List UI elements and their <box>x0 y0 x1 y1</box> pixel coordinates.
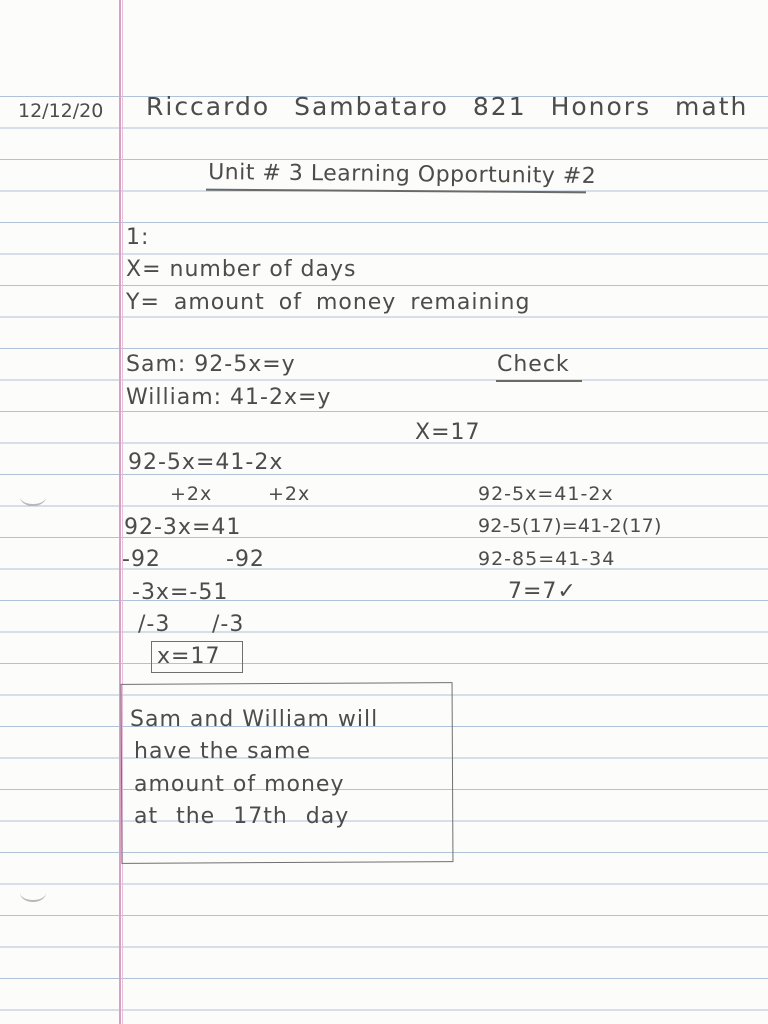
check-line-1: 92-5x=41-2x <box>478 483 614 505</box>
solution-step-2-left: +2x <box>170 483 213 505</box>
conclusion-line-4: at the 17th day <box>134 804 350 829</box>
check-line-3: 92-85=41-34 <box>478 548 616 570</box>
solution-step-4-left: -92 <box>122 547 161 572</box>
solution-step-5: -3x=-51 <box>132 580 229 605</box>
answer: x=17 <box>157 644 221 669</box>
problem-number: 1: <box>126 225 150 250</box>
student-name-class: Riccardo Sambataro 821 Honors math <box>146 92 749 121</box>
page-title: Unit # 3 Learning Opportunity #2 <box>208 160 597 190</box>
solution-step-2-right: +2x <box>268 483 311 505</box>
solution-step-1: 92-5x=41-2x <box>128 450 284 475</box>
sam-equation: Sam: 92-5x=y <box>126 352 296 377</box>
check-given: X=17 <box>415 420 481 445</box>
date: 12/12/20 <box>18 100 104 122</box>
solution-step-6-left: /-3 <box>138 612 171 637</box>
solution-step-3: 92-3x=41 <box>124 515 242 540</box>
conclusion-line-1: Sam and William will <box>130 707 379 732</box>
conclusion-line-3: amount of money <box>134 772 345 797</box>
binder-hole <box>20 488 46 506</box>
check-underline <box>496 380 582 382</box>
binder-hole <box>20 884 46 902</box>
solution-step-4-right: -92 <box>226 547 265 572</box>
check-line-4: 7=7✓ <box>508 579 577 604</box>
margin-line <box>119 0 121 1024</box>
x-definition: X= number of days <box>126 257 357 282</box>
conclusion-line-2: have the same <box>134 739 311 764</box>
check-line-2: 92-5(17)=41-2(17) <box>478 515 662 537</box>
page-top-margin <box>0 0 768 96</box>
margin-line-shadow <box>122 0 123 1024</box>
y-definition: Y= amount of money remaining <box>126 290 531 315</box>
check-heading: Check <box>497 352 570 377</box>
william-equation: William: 41-2x=y <box>126 385 332 410</box>
solution-step-6-right: /-3 <box>212 612 245 637</box>
